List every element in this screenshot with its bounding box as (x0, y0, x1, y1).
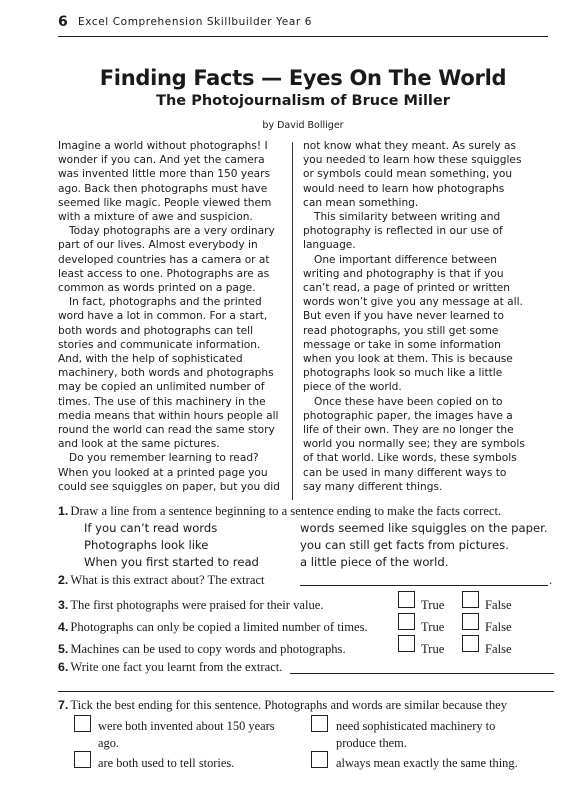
match-ending[interactable]: you can still get facts from pictures. (300, 538, 509, 552)
column-divider (292, 142, 293, 500)
article-left-column (58, 139, 281, 494)
true-label: True (421, 642, 445, 656)
question-text: Write one fact you learnt from the extract. (70, 660, 283, 674)
true-label: True (421, 620, 445, 634)
paragraph: One important difference between writing and photography is that if you can’t read, a page of printed or written words won’t give you any message at all. But even if you have never learned to read photographs, you still get some message or take in some information when you look at them. This is because photographs look so much like a little piece of the world. (303, 253, 523, 394)
match-ending[interactable]: words seemed like squiggles on the paper. (300, 521, 548, 535)
question-number: 3. (58, 598, 69, 612)
answer-line[interactable] (58, 691, 554, 692)
question-4 (58, 620, 368, 635)
question-6 (58, 660, 282, 675)
article-right-column (303, 139, 526, 494)
true-checkbox[interactable] (398, 591, 415, 608)
option-text: always mean exactly the same thing. (336, 756, 518, 770)
option-checkbox[interactable] (311, 751, 328, 768)
question-text: Draw a line from a sentence beginning to a sentence ending to make the facts correct. (70, 504, 502, 518)
question-number: 2. (58, 573, 69, 587)
false-label: False (485, 620, 512, 634)
question-number: 7. (58, 698, 69, 712)
match-beginning[interactable]: If you can’t read words (84, 521, 218, 535)
option-text: are both used to tell stories. (98, 756, 235, 770)
paragraph: Do you remember learning to read? When you looked at a printed page you could see squiggles on paper, but you did (58, 452, 280, 493)
question-number: 1. (58, 504, 69, 518)
question-1 (58, 504, 501, 519)
answer-line[interactable] (300, 585, 548, 586)
false-checkbox[interactable] (462, 635, 479, 652)
false-checkbox[interactable] (462, 613, 479, 630)
question-5 (58, 642, 346, 657)
match-beginning[interactable]: When you first started to read (84, 555, 259, 569)
question-2-end: . (549, 573, 553, 587)
true-checkbox[interactable] (398, 613, 415, 630)
option-text: need sophisticated machinery to produce them. (336, 719, 496, 750)
page-header (58, 12, 548, 37)
question-2 (58, 573, 265, 588)
page-number: 6 (58, 14, 68, 30)
article-subtitle: The Photojournalism of Bruce Miller (156, 93, 450, 109)
option-checkbox[interactable] (311, 715, 328, 732)
question-number: 4. (58, 620, 69, 634)
false-label: False (485, 598, 512, 612)
match-beginning[interactable]: Photographs look like (84, 538, 209, 552)
article-byline: by David Bolliger (262, 120, 344, 131)
answer-line[interactable] (290, 673, 554, 674)
question-text: The first photographs were praised for their value. (70, 598, 324, 612)
question-number: 6. (58, 660, 69, 674)
paragraph: not know what they meant. As surely as you needed to learn how these squiggles or symbols could mean something, you would need to learn how photographs can mean something. (303, 140, 522, 209)
question-text: Photographs can only be copied a limited number of times. (70, 620, 368, 634)
option-checkbox[interactable] (74, 751, 91, 768)
option-text: were both invented about 150 years ago. (98, 719, 275, 750)
question-7 (58, 698, 507, 713)
paragraph: Today photographs are a very ordinary part of our lives. Almost everybody in developed countries has a camera or at least access to one. Photographs are as common as words printed on a page. (58, 225, 275, 295)
question-text: Tick the best ending for this sentence. Photographs and words are similar because they (70, 698, 508, 712)
false-checkbox[interactable] (462, 591, 479, 608)
question-text: What is this extract about? The extract (70, 573, 265, 587)
paragraph: In fact, photographs and the printed word have a lot in common. For a start, both words and photographs can tell stories and communicate information. And, with the help of sophisticated machinery, both words and photographs may be copied an unlimited number of times. The use of this machinery in the media means that within hours people all round the world can read the same story and look at the same pictures. (58, 296, 279, 451)
question-3 (58, 598, 324, 613)
true-checkbox[interactable] (398, 635, 415, 652)
question-number: 5. (58, 642, 69, 656)
paragraph: Imagine a world without photographs! I wonder if you can. And yet the camera was invented little more than 150 years ago. Back then photographs must have seemed like magic. People viewed them with a mixture of awe and suspicion. (58, 140, 272, 224)
match-ending[interactable]: a little piece of the world. (300, 555, 449, 569)
book-title: Excel Comprehension Skillbuilder Year 6 (78, 16, 312, 28)
paragraph: Once these have been copied on to photographic paper, the images have a life of their own. They are no longer the world you normally see; they are symbols of that world. Like words, these symbols can be used in many different ways to say many different things. (303, 395, 525, 493)
true-label: True (421, 598, 445, 612)
false-label: False (485, 642, 512, 656)
option-checkbox[interactable] (74, 715, 91, 732)
question-text: Machines can be used to copy words and photographs. (70, 642, 346, 656)
paragraph: This similarity between writing and photography is reflected in our use of language. (303, 211, 503, 252)
article-title: Finding Facts — Eyes On The World (99, 66, 507, 90)
